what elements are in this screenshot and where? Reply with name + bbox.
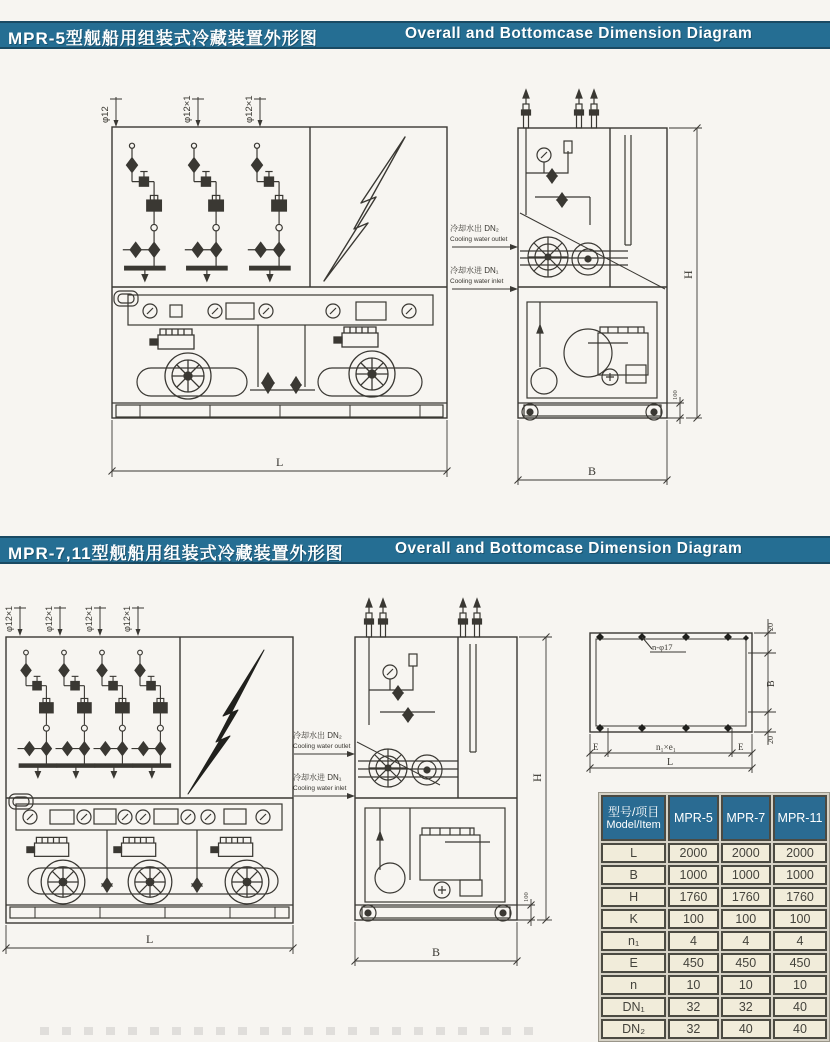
- cooling-inlet-en: Cooling water inlet: [450, 278, 504, 285]
- dim-length-label: L: [667, 757, 674, 768]
- mpr5-front-view: [100, 85, 460, 500]
- unit-frame: [355, 637, 517, 920]
- cell-value: 450: [668, 953, 718, 973]
- cell-value: 2000: [668, 843, 718, 863]
- pipe-label: φ12×1: [4, 605, 14, 632]
- cell-value: 40: [721, 1019, 771, 1039]
- cell-value: 450: [773, 953, 827, 973]
- table-row: [601, 843, 827, 863]
- cooling-outlet-zh: 冷却水出 DN₂: [450, 224, 499, 233]
- cooling-labels: [293, 730, 355, 799]
- table-row: [601, 997, 827, 1017]
- table-header-mpr7: MPR-7: [721, 795, 771, 841]
- hole-note: n-φ17: [652, 642, 673, 652]
- pipe-label: φ12×1: [84, 605, 94, 632]
- mounting-holes: [596, 633, 749, 732]
- valve-piping: [18, 650, 171, 777]
- pipe-label: φ12: [100, 106, 111, 123]
- table-header-mpr11: MPR-11: [773, 795, 827, 841]
- cell-value: 100: [773, 909, 827, 929]
- cell-value: 450: [721, 953, 771, 973]
- dim-base-label: 100: [672, 390, 679, 400]
- title-bar-mpr711: [0, 536, 830, 564]
- dim-edge-top-label: 20: [766, 623, 775, 631]
- cell-value: 10: [773, 975, 827, 995]
- title-mpr5-en: Overall and Bottomcase Dimension Diagram: [405, 25, 753, 42]
- mpr711-side-view: [290, 580, 580, 980]
- cell-value: 4: [668, 931, 718, 951]
- dim-base-label: 100: [523, 892, 530, 902]
- cell-value: 32: [721, 997, 771, 1017]
- cell-value: 40: [773, 1019, 827, 1039]
- cooling-inlet-zh: 冷却水进 DN₁: [450, 266, 499, 275]
- cooling-outlet-en: Cooling water outlet: [450, 236, 508, 243]
- model-item-zh: 型号/项目: [607, 804, 660, 819]
- row-label: DN₁: [601, 997, 666, 1017]
- table-row: [601, 931, 827, 951]
- row-label: L: [601, 843, 666, 863]
- dimension-table: [598, 792, 830, 1042]
- dim-pitch-label: n₁×e₁: [656, 742, 676, 752]
- mpr5-side-view: [440, 85, 730, 500]
- table-row: [601, 887, 827, 907]
- pipe-size-labels: [4, 606, 144, 636]
- cooling-labels: [450, 223, 518, 292]
- cooling-outlet-en: Cooling water outlet: [293, 743, 351, 750]
- lower-machinery: [518, 302, 667, 420]
- dim-e-left-label: E: [593, 742, 599, 752]
- model-item-en: Model/Item: [606, 818, 661, 831]
- table-row: [601, 1019, 827, 1039]
- cell-value: 2000: [721, 843, 771, 863]
- row-label: E: [601, 953, 666, 973]
- cell-value: 100: [668, 909, 718, 929]
- mpr711-front-view: [0, 580, 335, 980]
- cell-value: 100: [721, 909, 771, 929]
- table-row: [601, 909, 827, 929]
- cell-value: 10: [668, 975, 718, 995]
- dim-b-label: B: [766, 680, 777, 687]
- unit-frame: [112, 127, 447, 418]
- row-label: K: [601, 909, 666, 929]
- dim-width-label: B: [588, 464, 597, 478]
- row-label: DN₂: [601, 1019, 666, 1039]
- cutoff-text-remnant: [40, 1027, 540, 1035]
- pipe-label: φ12×1: [122, 605, 132, 632]
- cell-value: 10: [721, 975, 771, 995]
- lightning-bolt-icon: [324, 137, 405, 281]
- table-row: [601, 865, 827, 885]
- cell-value: 1000: [773, 865, 827, 885]
- machinery-section: [6, 794, 293, 918]
- valve-piping: [123, 143, 290, 281]
- pipe-label: φ12×1: [244, 95, 255, 123]
- cell-value: 1000: [721, 865, 771, 885]
- row-label: n: [601, 975, 666, 995]
- cell-value: 32: [668, 1019, 718, 1039]
- row-label: B: [601, 865, 666, 885]
- dim-e-right-label: E: [738, 742, 744, 752]
- cell-value: 4: [773, 931, 827, 951]
- cell-value: 1000: [668, 865, 718, 885]
- pipe-label: φ12×1: [182, 95, 193, 123]
- cell-value: 40: [773, 997, 827, 1017]
- title-mpr5-zh: MPR-5型舰船用组装式冷藏装置外形图: [8, 29, 318, 48]
- title-mpr711-en: Overall and Bottomcase Dimension Diagram: [395, 540, 743, 557]
- cooling-inlet-zh: 冷却水进 DN₁: [293, 773, 342, 782]
- dim-width: [352, 922, 521, 966]
- dim-base: [517, 899, 535, 926]
- machinery-section: [112, 291, 447, 417]
- row-label: n₁: [601, 931, 666, 951]
- dim-length-label: L: [276, 455, 284, 469]
- cooling-outlet-zh: 冷却水出 DN₂: [293, 731, 342, 740]
- side-piping: [520, 128, 665, 289]
- cell-value: 1760: [773, 887, 827, 907]
- table-header-mpr5: MPR-5: [668, 795, 718, 841]
- table-row: [601, 953, 827, 973]
- pipe-label: φ12×1: [44, 605, 54, 632]
- relief-valves: [365, 599, 482, 637]
- pipe-size-labels: [100, 95, 266, 127]
- mpr711-plan-view: [580, 595, 830, 795]
- table-header-row: [601, 795, 827, 841]
- cell-value: 32: [668, 997, 718, 1017]
- dim-base: [667, 397, 684, 424]
- cell-value: 1760: [668, 887, 718, 907]
- cell-value: 4: [721, 931, 771, 951]
- cooling-inlet-en: Cooling water inlet: [293, 785, 347, 792]
- cell-value: 2000: [773, 843, 827, 863]
- table-row: [601, 975, 827, 995]
- title-bar-mpr5: [0, 21, 830, 49]
- lightning-bolt-icon: [188, 650, 264, 794]
- table-header-model-item: [601, 795, 666, 841]
- lower-machinery: [355, 808, 517, 921]
- dim-length-label: L: [146, 932, 154, 946]
- title-mpr711-zh: MPR-7,11型舰船用组装式冷藏装置外形图: [8, 544, 344, 563]
- cell-value: 1760: [721, 887, 771, 907]
- dim-height-label: H: [681, 270, 695, 279]
- row-label: H: [601, 887, 666, 907]
- dim-width-label: B: [432, 945, 441, 959]
- dim-height-label: H: [530, 773, 544, 782]
- relief-valves: [522, 90, 599, 128]
- dim-edge-bottom-label: 20: [766, 736, 775, 744]
